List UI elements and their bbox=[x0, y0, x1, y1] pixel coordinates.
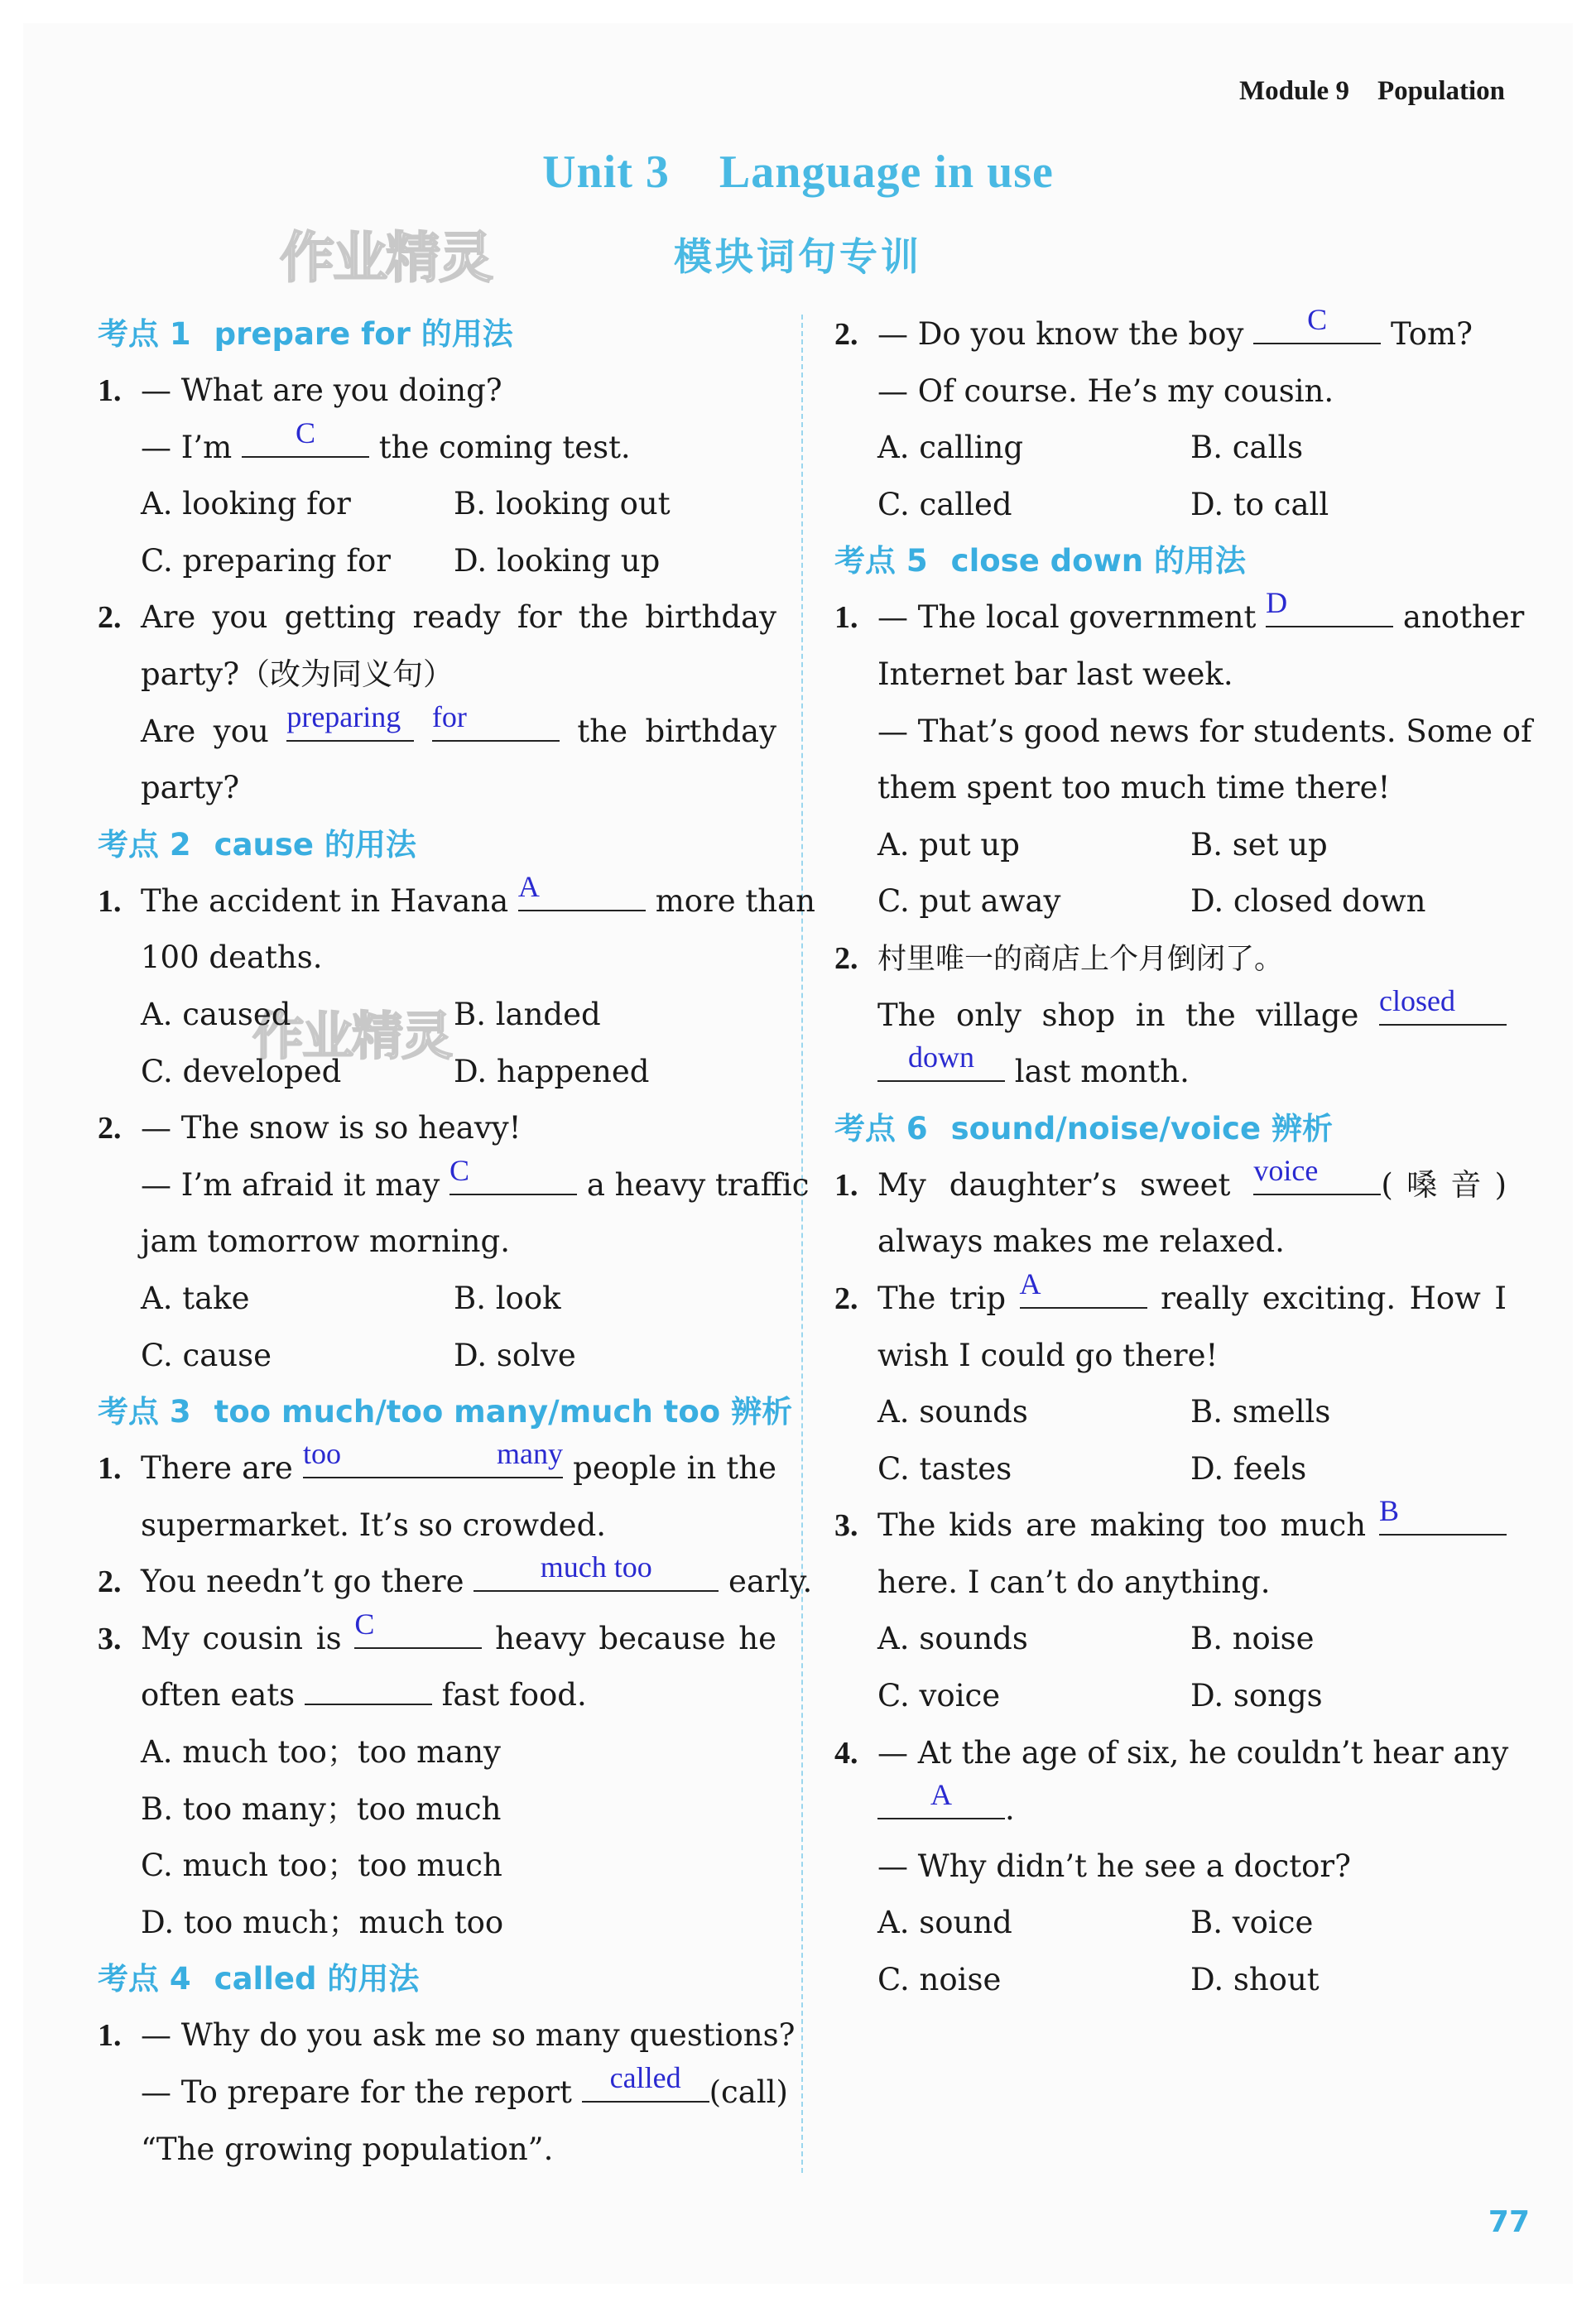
options-row: C. developed D. happened bbox=[141, 1053, 650, 1089]
question-line: party?（改为同义句） bbox=[141, 656, 454, 692]
options-row: C. noise D. shout bbox=[877, 1962, 1320, 1998]
question-line: 2. The trip A really exciting. How I bbox=[834, 1266, 1507, 1316]
question-line: 1. There are too many people in the bbox=[98, 1437, 776, 1487]
question-line: 2. — The snow is so heavy! bbox=[98, 1110, 522, 1146]
options-row: C. tastes D. feels bbox=[877, 1450, 1307, 1487]
answer-blank[interactable] bbox=[305, 1669, 432, 1705]
section-heading: 考点 5 close down 的用法 bbox=[834, 543, 1246, 579]
answer-blank[interactable]: preparing bbox=[286, 705, 414, 742]
answer-blank[interactable]: A bbox=[518, 875, 646, 911]
answer-blank[interactable]: C bbox=[242, 421, 369, 458]
options-row: C. called D. to call bbox=[877, 486, 1329, 522]
unit-title bbox=[0, 146, 1596, 199]
question-line: here. I can’t do anything. bbox=[877, 1564, 1271, 1600]
option-line: D. too much；much too bbox=[141, 1904, 504, 1940]
question-line: wish I could go there! bbox=[877, 1337, 1219, 1373]
question-line: always makes me relaxed. bbox=[877, 1223, 1285, 1260]
question-line: jam tomorrow morning. bbox=[141, 1223, 510, 1260]
question-line: “The growing population”. bbox=[141, 2131, 554, 2167]
unit-name: Language in use bbox=[719, 147, 1054, 198]
answer-blank[interactable]: for bbox=[432, 705, 560, 742]
question-line: often eats fast food. bbox=[98, 1667, 776, 1724]
question-line: 2. Are you getting ready for the birthday bbox=[98, 599, 776, 636]
options-row: C. cause D. solve bbox=[141, 1337, 576, 1373]
section-heading: 考点 4 called 的用法 bbox=[98, 1961, 420, 1997]
options-row: A. sound B. voice bbox=[877, 1905, 1314, 1941]
question-line: A . bbox=[834, 1781, 1507, 1838]
page-number: 77 bbox=[1488, 2205, 1530, 2239]
answer-blank[interactable]: A bbox=[1020, 1272, 1147, 1309]
answer-blank[interactable]: C bbox=[1253, 308, 1381, 344]
question-line: Internet bar last week. bbox=[877, 656, 1233, 692]
question-line: 3. My cousin is C heavy because he bbox=[98, 1607, 776, 1656]
question-line: — I’m afraid it may C a heavy traffic bbox=[141, 1153, 810, 1203]
answer-blank[interactable]: C bbox=[354, 1612, 482, 1649]
question-line: — Why didn’t he see a doctor? bbox=[877, 1848, 1351, 1884]
options-row: C. voice D. songs bbox=[877, 1678, 1323, 1714]
question-line: 1. — The local government D another bbox=[834, 586, 1525, 636]
right-column bbox=[834, 303, 1532, 2009]
option-line: B. too many；too much bbox=[141, 1790, 502, 1827]
options-row: A. caused B. landed bbox=[141, 996, 601, 1032]
question-line: — That’s good news for students. Some of bbox=[877, 713, 1532, 749]
options-row: A. looking for B. looking out bbox=[141, 486, 671, 522]
unit-number: Unit 3 bbox=[542, 147, 670, 198]
left-column bbox=[98, 306, 815, 2178]
answer-blank[interactable]: too many bbox=[303, 1442, 563, 1478]
question-line: 1. The accident in Havana A more than bbox=[98, 869, 815, 919]
section-subtitle: 模块词句专训 bbox=[674, 234, 922, 279]
section-heading: 考点 1 prepare for 的用法 bbox=[98, 316, 513, 352]
question-line: The only shop in the village closed bbox=[834, 988, 1507, 1045]
question-line: 2. You needn’t go there much too early. bbox=[98, 1550, 813, 1600]
question-line: supermarket. It’s so crowded. bbox=[141, 1507, 607, 1543]
watermark-logo: 作业精灵 bbox=[280, 226, 492, 290]
question-line: down last month. bbox=[834, 1044, 1507, 1101]
option-line: A. much too；too many bbox=[141, 1734, 501, 1771]
watermark-logo-2: 作业精灵 bbox=[252, 1006, 452, 1066]
options-row: A. sounds B. noise bbox=[877, 1621, 1315, 1657]
answer-blank[interactable]: closed bbox=[1379, 989, 1507, 1026]
options-row: A. put up B. set up bbox=[877, 826, 1328, 863]
answer-blank[interactable]: much too bbox=[474, 1555, 719, 1592]
question-line: 3. The kids are making too much B bbox=[834, 1497, 1507, 1555]
answer-blank[interactable]: D bbox=[1266, 591, 1393, 627]
section-heading: 考点 6 sound/noise/voice 辨析 bbox=[834, 1110, 1333, 1146]
options-row: C. put away D. closed down bbox=[877, 883, 1426, 920]
question-line: 1. — What are you doing? bbox=[98, 372, 502, 408]
question-line: — To prepare for the report called (call) bbox=[141, 2061, 788, 2111]
section-heading: 考点 3 too much/too many/much too 辨析 bbox=[98, 1394, 793, 1430]
running-header bbox=[1211, 76, 1505, 107]
option-line: C. much too；too much bbox=[141, 1848, 502, 1884]
options-row: C. preparing for D. looking up bbox=[141, 542, 661, 579]
options-row: A. sounds B. smells bbox=[877, 1394, 1331, 1430]
answer-blank[interactable]: voice bbox=[1253, 1159, 1381, 1195]
question-line: — I’m C the coming test. bbox=[141, 416, 631, 465]
question-line: them spent too much time there! bbox=[877, 770, 1391, 806]
question-line: 2. 村里唯一的商店上个月倒闭了。 bbox=[834, 940, 1284, 976]
question-line: Are you preparing for the birthday bbox=[141, 699, 777, 749]
column-divider bbox=[801, 315, 803, 2173]
question-line: — Of course. He’s my cousin. bbox=[877, 372, 1334, 409]
question-line: 4. — At the age of six, he couldn’t hear any bbox=[834, 1734, 1509, 1771]
question-line: 1. My daughter’s sweet voice (嗓音) bbox=[834, 1153, 1507, 1203]
options-row: A. calling B. calls bbox=[877, 430, 1304, 466]
options-row: A. take B. look bbox=[141, 1280, 561, 1316]
section-heading: 考点 2 cause 的用法 bbox=[98, 826, 416, 863]
answer-blank[interactable]: B bbox=[1379, 1499, 1507, 1536]
header-topic: Population bbox=[1377, 76, 1505, 106]
answer-blank[interactable]: A bbox=[877, 1783, 1005, 1819]
question-line: 2. — Do you know the boy C Tom? bbox=[834, 303, 1473, 352]
question-line: party? bbox=[141, 770, 240, 806]
answer-blank[interactable]: C bbox=[449, 1159, 577, 1195]
question-line: 100 deaths. bbox=[141, 940, 323, 976]
question-line: 1. — Why do you ask me so many questions? bbox=[98, 2017, 796, 2054]
answer-blank[interactable]: called bbox=[582, 2066, 709, 2103]
answer-blank[interactable]: down bbox=[877, 1045, 1005, 1082]
header-module: Module 9 bbox=[1239, 76, 1349, 106]
